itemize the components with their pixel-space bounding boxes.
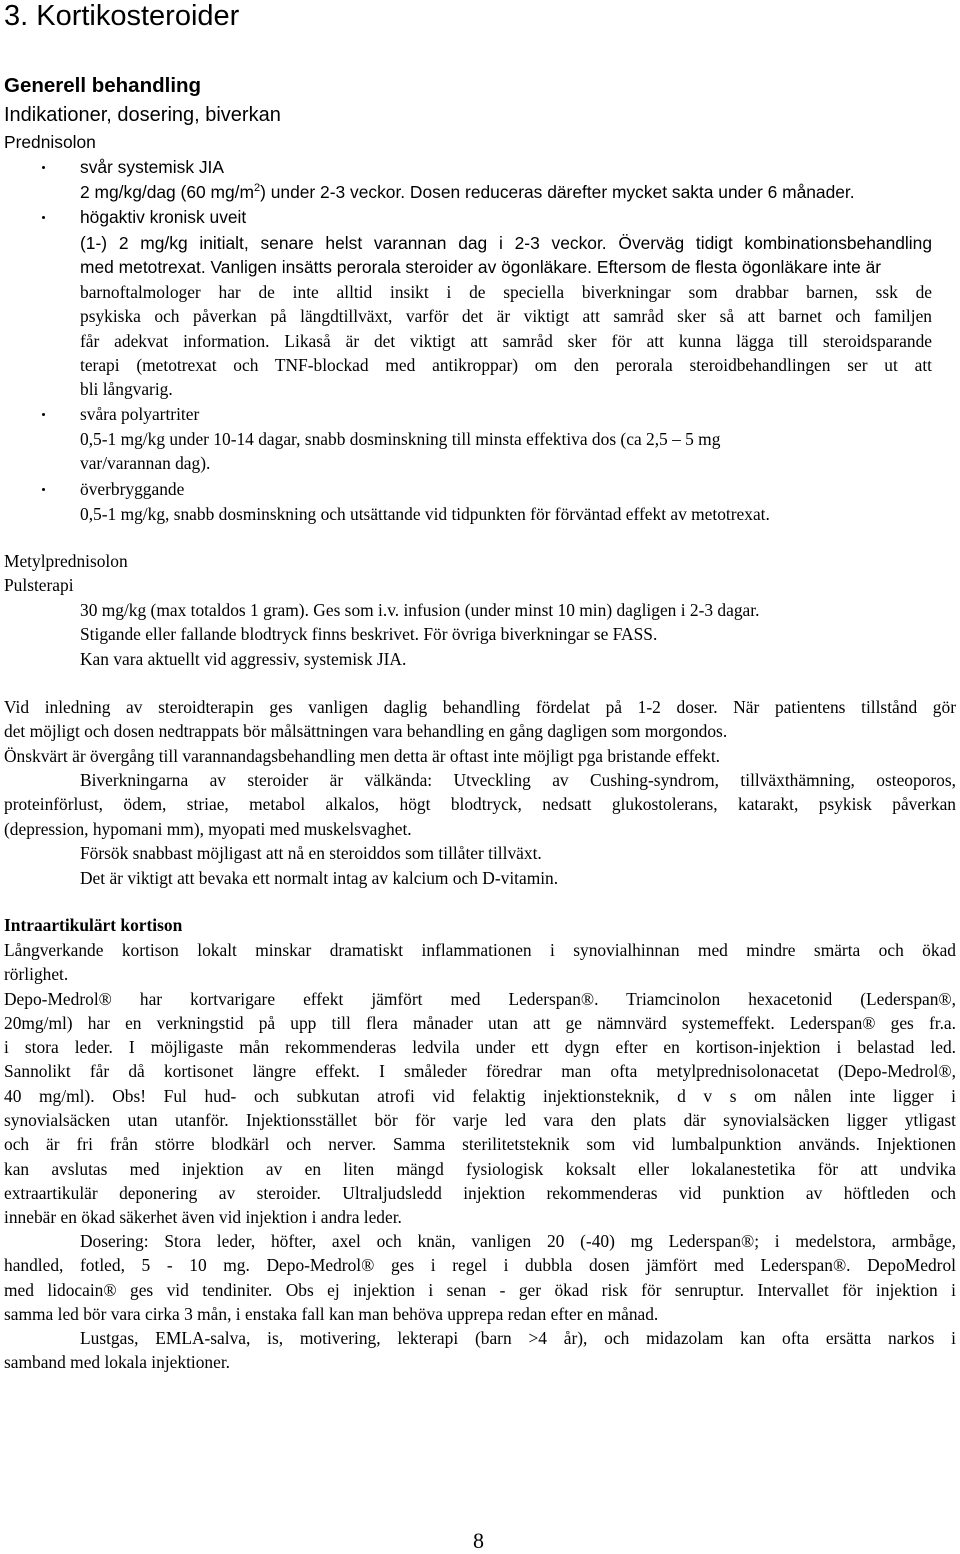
bullet-marker — [42, 488, 45, 491]
text-line: rörlighet. — [4, 964, 69, 985]
text-line: det möjligt och dosen nedtrappats bör målsättningen vara behandling en gång dagligen som morgondos. — [4, 721, 728, 742]
item-label-polyartriter: svåra polyartriter — [80, 404, 200, 424]
text-line: Depo-Medrol® har kortvarigare effekt jämfört med Lederspan®. Triamcinolon hexacetonid (Lederspan®, — [4, 988, 956, 1009]
text-line: och är fri från större blodkärl och nerver. Samma sterilitetsteknik som vid lumbalpunktion används. Injektionen — [4, 1134, 956, 1155]
dose-text: 2 mg/kg/dag (60 mg/m — [80, 182, 254, 202]
section-heading-general-treatment: Generell behandling — [4, 74, 202, 97]
paragraph-dosering — [4, 1229, 956, 1326]
paragraph-calcium: Det är viktigt att bevaka ett normalt intag av kalcium och D-vitamin. — [80, 868, 559, 888]
metylprednisolon-label: Metylprednisolon — [4, 551, 128, 571]
paragraph-sedation — [4, 1326, 956, 1375]
prednisolon-label: Prednisolon — [4, 132, 96, 152]
pulsterapi-line: Kan vara aktuellt vid aggressiv, systemisk JIA. — [80, 649, 407, 669]
text-line: 40 mg/ml). Obs! Ful hud- och subkutan atrofi vid felaktig injektionsteknik, d v s om nålen inte ligger i — [4, 1085, 956, 1106]
text-line: synovialsäcken utan utanför. Injektionsstället bör för varje led vara den plats där synovialsäcken ligger ytligast — [4, 1110, 956, 1131]
bullet-marker — [42, 166, 45, 169]
text-line: samband med lokala injektioner. — [4, 1352, 231, 1373]
text-line: innebär en ökad säkerhet även vid injektion i andra leder. — [4, 1207, 402, 1228]
dose-superscript: 2 — [253, 182, 261, 195]
item-text-uveit-cont — [80, 280, 932, 401]
text-line: Lustgas, EMLA-salva, is, motivering, lekterapi (barn >4 år), och midazolam kan ofta ersätta narkos i — [80, 1328, 956, 1348]
bullet-marker — [42, 216, 45, 219]
text-line: barnoftalmologer har de inte alltid insikt i de speciella biverkningar som drabbar barnen, ssk de — [80, 282, 932, 302]
paragraph-intraarticular — [4, 938, 956, 1230]
item-label-uveit: högaktiv kronisk uveit — [80, 207, 247, 227]
item-text-polyartriter — [80, 427, 932, 476]
item-text-overbryggande: 0,5-1 mg/kg, snabb dosminskning och utsättande vid tidpunkten för förväntad effekt av metotrexat. — [80, 504, 770, 524]
pulsterapi-line: 30 mg/kg (max totaldos 1 gram). Ges som i.v. infusion (under minst 10 min) dagligen i 2-3 dagar. — [80, 600, 760, 620]
chapter-title: 3. Kortikosteroider — [4, 0, 240, 32]
text-line: Dosering: Stora leder, höfter, axel och knän, vanligen 20 (-40) mg Lederspan®; i medelstora, armbåge, — [80, 1231, 956, 1251]
text-line: får adekvat information. Likaså är det viktigt att samråd sker för att kunna lägga till steroidsparande — [80, 330, 932, 351]
text-line: med lidocain® ges vid tendiniter. Obs ej injektion i senan - ger ökad risk för senruptur. Intervallet för injektion i — [4, 1279, 956, 1300]
text-line: bli långvarig. — [80, 379, 173, 400]
pulsterapi-label: Pulsterapi — [4, 575, 74, 595]
bullet-marker — [42, 413, 45, 416]
text-line: handled, fotled, 5 - 10 mg. Depo-Medrol® ges i regel i dubbla dosen jämfört med Lederspan®. DepoMedrol — [4, 1255, 956, 1276]
text-line: 0,5-1 mg/kg under 10-14 dagar, snabb dosminskning till minsta effektiva dos (ca 2,5 – 5 mg — [80, 429, 721, 449]
item-text-uveit — [80, 231, 932, 280]
text-line: Vid inledning av steroidterapin ges vanligen daglig behandling fördelat på 1-2 doser. När patientens tillstånd gör — [4, 697, 956, 717]
paragraph-growth: Försök snabbast möjligast att nå en steroiddos som tillåter tillväxt. — [80, 843, 542, 863]
text-line: var/varannan dag). — [80, 453, 211, 474]
text-line: Sannolikt får då kortisonet längre effekt. I småleder föredrar man ofta metylprednisolonacetat (Depo-Medrol®, — [4, 1061, 956, 1082]
dose-text-cont: ) under 2-3 veckor. Dosen reduceras därefter mycket sakta under 6 månader. — [260, 182, 855, 202]
pulsterapi-line: Stigande eller fallande blodtryck finns beskrivet. För övriga biverkningar se FASS. — [80, 624, 658, 644]
text-line: 20mg/ml) har en verkningstid på upp till flera månader utan att ge nämnvärd systemeffekt. Lederspan® ges fr.a. — [4, 1012, 956, 1033]
text-line: Biverkningarna av steroider är välkända: Utveckling av Cushing-syndrom, tillväxthämning, osteoporos, — [80, 770, 956, 790]
text-line: i stora leder. I möjligaste mån rekommenderas ledvila under ett dygn efter en kortison-injektion i belastad led. — [4, 1037, 956, 1058]
item-label-systemic-jia: svår systemisk JIA — [80, 157, 224, 177]
text-line: extraartikulär deponering av steroider. Ultraljudsledd injektion rekommenderas vid punktion av höftleden och — [4, 1182, 956, 1203]
page-number: 8 — [473, 1528, 484, 1553]
item-dose-systemic-jia — [80, 180, 855, 204]
section-subheading: Indikationer, dosering, biverkan — [4, 104, 281, 126]
text-fragment: med metotrexat. Vanligen insätts perorala steroider av ögonläkare. Eftersom de flesta ögonläkare inte är — [80, 257, 882, 278]
text-line: Önskvärt är övergång till varannandagsbehandling men detta är oftast inte möjligt pga bristande effekt. — [4, 745, 721, 766]
text-line: (depression, hypomani mm), myopati med muskelsvaghet. — [4, 818, 412, 839]
text-line: kan avslutas med injektion av en liten mängd fysiologisk koksalt eller lokalanestetika för att undvika — [4, 1158, 956, 1179]
paragraph-dosing — [4, 695, 956, 768]
text-line — [80, 255, 932, 279]
text-line: terapi (metotrexat och TNF-blockad med antikroppar) om den perorala steroidbehandlingen ser ut att — [80, 354, 932, 375]
text-line: samma led bör vara cirka 3 mån, i enstaka fall kan man behöva upprepa redan efter en månad. — [4, 1303, 659, 1324]
section-heading-intraarticular: Intraartikulärt kortison — [4, 915, 183, 935]
text-line: Långverkande kortison lokalt minskar dramatiskt inflammationen i synovialhinnan med mindre smärta och ökad — [4, 940, 956, 960]
text-line: proteinförlust, ödem, striae, metabol alkalos, högt blodtryck, nedsatt glukostolerans, katarakt, psykisk påverkan — [4, 794, 956, 815]
paragraph-side-effects — [4, 768, 956, 841]
text-line: (1-) 2 mg/kg initialt, senare helst varannan dag i 2-3 veckor. Överväg tidigt kombinationsbehandling — [80, 233, 932, 253]
text-line: psykiska och påverkan på längdtillväxt, varför det är viktigt att samråd sker så att barnet och familjen — [80, 306, 932, 327]
item-label-overbryggande: överbryggande — [80, 479, 185, 499]
